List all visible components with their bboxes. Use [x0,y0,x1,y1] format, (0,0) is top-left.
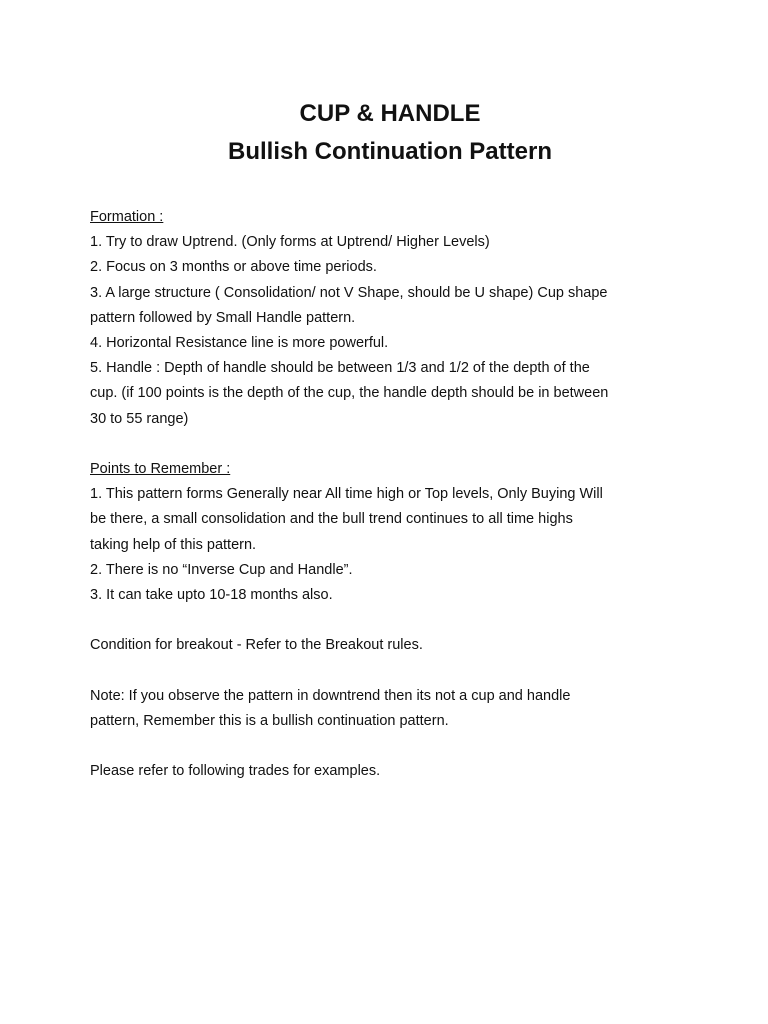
breakout-condition: Condition for breakout - Refer to the Breakout rules. [90,637,423,654]
points-line: 3. It can take upto 10-18 months also. [90,587,333,604]
document-title: CUP & HANDLE [299,100,481,127]
formation-line: 3. A large structure ( Consolidation/ not V Shape, should be U shape) Cup shape [90,284,608,301]
note-line: Note: If you observe the pattern in downtrend then its not a cup and handle [90,687,571,704]
spacer [90,734,690,759]
formation-line: pattern followed by Small Handle pattern. [90,309,356,326]
formation-line: cup. (if 100 points is the depth of the cup, the handle depth should be in between [90,385,609,402]
spacer [90,608,690,633]
document-page [90,95,690,785]
points-line: 1. This pattern forms Generally near All time high or Top levels, Only Buying Will [90,486,603,503]
formation-section [90,205,690,432]
spacer [90,432,690,457]
formation-line: 5. Handle : Depth of handle should be between 1/3 and 1/2 of the depth of the [90,360,590,377]
formation-line: 2. Focus on 3 months or above time periods. [90,259,377,276]
formation-heading: Formation : [90,209,164,225]
spacer [90,659,690,684]
note-section [90,684,690,734]
document-subtitle: Bullish Continuation Pattern [228,138,552,165]
title-block [90,95,690,171]
points-heading: Points to Remember : [90,461,231,478]
points-line: be there, a small consolidation and the bull trend continues to all time highs [90,511,573,528]
formation-line: 4. Horizontal Resistance line is more powerful. [90,335,389,352]
note-line: pattern, Remember this is a bullish continuation pattern. [90,713,449,730]
points-line: 2. There is no “Inverse Cup and Handle”. [90,561,353,578]
points-section [90,457,690,608]
formation-line: 30 to 55 range) [90,410,189,427]
examples-reference: Please refer to following trades for examples. [90,763,381,780]
points-line: taking help of this pattern. [90,536,257,553]
formation-line: 1. Try to draw Uptrend. (Only forms at Uptrend/ Higher Levels) [90,234,490,251]
